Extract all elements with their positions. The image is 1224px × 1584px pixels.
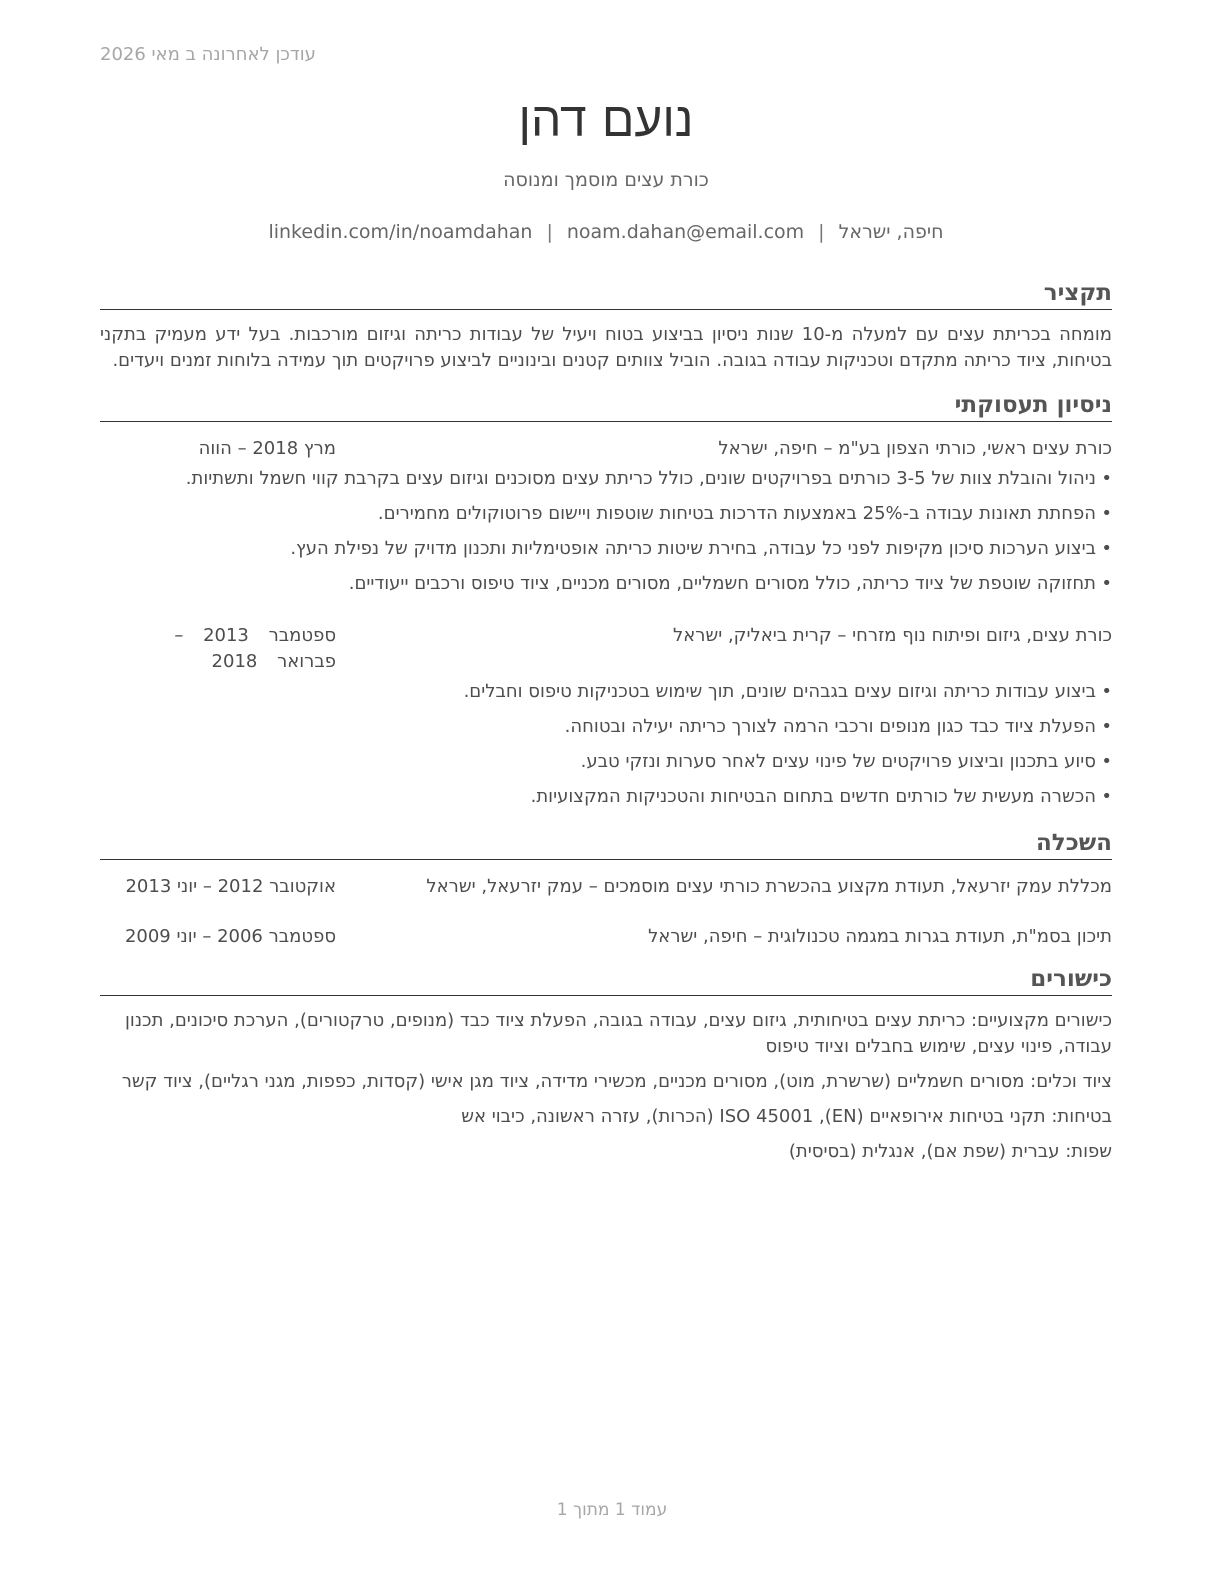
- education-dates: אוקטובר 2012 – יוני 2013: [125, 876, 336, 897]
- job-entry: [100, 436, 1112, 597]
- skills-item: בטיחות: תקני בטיחות אירופאיים (EN), ISO 45001 (הכרות), עזרה ראשונה, כיבוי אש: [461, 1106, 1112, 1127]
- contact-line: [100, 220, 1112, 244]
- job-header: [100, 436, 1112, 462]
- skills-heading: כישורים: [100, 964, 1112, 996]
- contact-separator: |: [818, 221, 825, 243]
- education-heading: השכלה: [100, 828, 1112, 860]
- resume-header: [100, 90, 1112, 244]
- contact-linkedin-link[interactable]: linkedin.com/in/noamdahan: [268, 221, 533, 243]
- skills-section: [100, 964, 1112, 1165]
- job-dates: מרץ 2018 – הווה: [198, 438, 336, 459]
- summary-section: [100, 278, 1112, 374]
- job-bullet: • ביצוע הערכות סיכון מקיפות לפני כל עבודה, בחירת שיטות כריתה אופטימליות ותכנון מדויק של נפילת העץ.: [100, 536, 1112, 562]
- education-text: תיכון בסמ"ת, תעודת בגרות במגמה טכנולוגית – חיפה, ישראל: [648, 926, 1112, 947]
- job-bullet: • ביצוע עבודות כריתה וגיזום עצים בגבהים שונים, תוך שימוש בטכניקות טיפוס וחבלים.: [100, 679, 1112, 705]
- resume-page: [100, 90, 1112, 1165]
- summary-heading: תקציר: [100, 278, 1112, 310]
- job-bullets: [100, 679, 1112, 810]
- candidate-title: כורת עצים מוסמך ומנוסה: [503, 169, 709, 191]
- job-header: [100, 623, 1112, 675]
- job-bullet: • הכשרה מעשית של כורתים חדשים בתחום הבטיחות והטכניקות המקצועיות.: [100, 784, 1112, 810]
- education-entry: [100, 924, 1112, 950]
- job-bullet: • הפחתת תאונות עבודה ב-25% באמצעות הדרכות בטיחות שוטפות ויישום פרוטוקולים מחמירים.: [100, 501, 1112, 527]
- page-number: עמוד 1 מתוך 1: [556, 1500, 668, 1520]
- education-entry: [100, 874, 1112, 900]
- skills-item: שפות: עברית (שפת אם), אנגלית (בסיסית): [788, 1141, 1112, 1162]
- job-role: כורת עצים, גיזום ופיתוח נוף מזרחי – קרית ביאליק, ישראל: [673, 625, 1112, 646]
- last-updated-note: עודכן לאחרונה ב מאי 2026: [100, 44, 316, 65]
- job-bullets: [100, 466, 1112, 597]
- job-role: כורת עצים ראשי, כורתי הצפון בע"מ – חיפה, ישראל: [718, 438, 1112, 459]
- summary-text: מומחה בכריתת עצים עם למעלה מ-10 שנות ניסיון בביצוע בטוח ויעיל של עבודות כריתה וגיזום מורכבות. בעל ידע מעמיק בתקני בטיחות, ציוד כריתה מתקדם וטכניקות עבודה בגובה. הוביל צוותים קטנים ובינוניים לביצוע פרויקטים תוך עמידה בלוחות זמנים ויעדים.: [100, 324, 1112, 371]
- candidate-name: נועם דהן: [518, 92, 694, 148]
- skills-item: ציוד וכלים: מסורים חשמליים (שרשרת, מוט), מסורים מכניים, מכשירי מדידה, ציוד מגן אישי (קסדות, כפפות, מגני רגליים), ציוד קשר: [121, 1071, 1112, 1092]
- job-bullet: • ניהול והובלת צוות של 3-5 כורתים בפרויקטים שונים, כולל כריתת עצים מסוכנים וגיזום עצים בקרבת קווי חשמל ותשתיות.: [100, 466, 1112, 492]
- experience-heading: ניסיון תעסוקתי: [100, 390, 1112, 422]
- contact-location: חיפה, ישראל: [838, 221, 944, 243]
- education-text: מכללת עמק יזרעאל, תעודת מקצוע בהכשרת כורתי עצים מוסמכים – עמק יזרעאל, ישראל: [426, 876, 1112, 897]
- education-dates: ספטמבר 2006 – יוני 2009: [124, 926, 336, 947]
- experience-section: [100, 390, 1112, 810]
- contact-separator: |: [546, 221, 553, 243]
- job-bullet: • הפעלת ציוד כבד כגון מנופים ורכבי הרמה לצורך כריתה יעילה ובטוחה.: [100, 714, 1112, 740]
- job-dates: ספטמבר 2013 – פברואר 2018: [174, 625, 336, 672]
- job-bullet: • תחזוקה שוטפת של ציוד כריתה, כולל מסורים חשמליים, מסורים מכניים, ציוד טיפוס ורכבים ייעודיים.: [100, 571, 1112, 597]
- contact-email-link[interactable]: noam.dahan@email.com: [566, 221, 805, 243]
- job-entry: [100, 623, 1112, 810]
- education-section: [100, 828, 1112, 950]
- skills-item: כישורים מקצועיים: כריתת עצים בטיחותית, גיזום עצים, עבודה בגובה, הפעלת ציוד כבד (מנופים, טרקטורים), הערכת סיכונים, תכנון עבודה, פינוי עצים, שימוש בחבלים וציוד טיפוס: [125, 1010, 1112, 1057]
- job-bullet: • סיוע בתכנון וביצוע פרויקטים של פינוי עצים לאחר סערות ונזקי טבע.: [100, 749, 1112, 775]
